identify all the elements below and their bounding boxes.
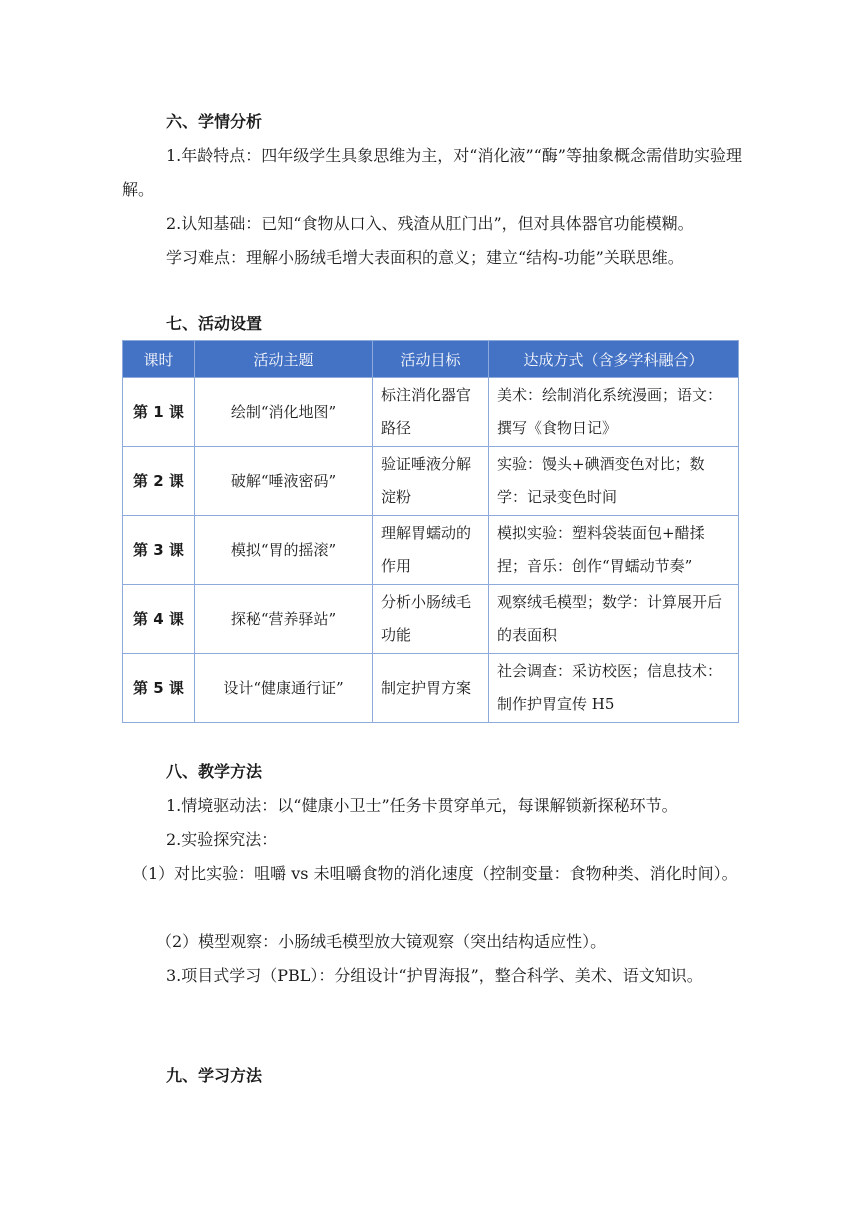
table-row (123, 516, 739, 585)
table-row (123, 447, 739, 516)
section-8-paragraph-1: 1.情境驱动法：以“健康小卫士”任务卡贯穿单元，每课解锁新探秘环节。 (166, 796, 678, 815)
header-method: 达成方式（含多学科融合） (489, 341, 739, 378)
section-8-paragraph-2: 2.实验探究法： (166, 830, 278, 849)
method-cell: 实验：馒头+碘酒变色对比；数学：记录变色时间 (489, 447, 739, 516)
method-cell: 社会调查：采访校医；信息技术：制作护胃宣传 H5 (489, 654, 739, 723)
theme-cell: 设计“健康通行证” (195, 654, 373, 723)
lesson-cell: 第 4 课 (123, 585, 195, 654)
lesson-cell: 第 1 课 (123, 378, 195, 447)
lesson-cell: 第 5 课 (123, 654, 195, 723)
section-6-heading: 六、学情分析 (166, 112, 263, 131)
lesson-cell: 第 3 课 (123, 516, 195, 585)
table-header-row (123, 341, 739, 378)
table-row (123, 585, 739, 654)
theme-cell: 模拟“胃的摇滚” (195, 516, 373, 585)
theme-cell: 绘制“消化地图” (195, 378, 373, 447)
method-cell: 美术：绘制消化系统漫画；语文：撰写《食物日记》 (489, 378, 739, 447)
table-row (123, 654, 739, 723)
theme-cell: 破解“唾液密码” (195, 447, 373, 516)
section-9-heading: 九、学习方法 (166, 1066, 263, 1085)
section-7-heading: 七、活动设置 (166, 314, 263, 333)
section-8-paragraph-4: （2）模型观察：小肠绒毛模型放大镜观察（突出结构适应性）。 (156, 932, 607, 951)
lesson-cell: 第 2 课 (123, 447, 195, 516)
goal-cell: 验证唾液分解淀粉 (373, 447, 489, 516)
goal-cell: 理解胃蠕动的作用 (373, 516, 489, 585)
goal-cell: 标注消化器官路径 (373, 378, 489, 447)
header-theme: 活动主题 (195, 341, 373, 378)
section-8-heading: 八、教学方法 (166, 762, 263, 781)
section-8-paragraph-5: 3.项目式学习（PBL）：分组设计“护胃海报”，整合科学、美术、语文知识。 (166, 966, 703, 985)
method-cell: 模拟实验：塑料袋装面包+醋揉捏；音乐：创作“胃蠕动节奏” (489, 516, 739, 585)
theme-cell: 探秘“营养驿站” (195, 585, 373, 654)
section-6-paragraph-3: 学习难点：理解小肠绒毛增大表面积的意义；建立“结构-功能”关联思维。 (166, 248, 684, 267)
section-8-paragraph-3: （1）对比实验：咀嚼 vs 未咀嚼食物的消化速度（控制变量：食物种类、消化时间）。 (132, 864, 738, 883)
section-6-paragraph-1: 1.年龄特点：四年级学生具象思维为主，对“消化液”“酶”等抽象概念需借助实验理解。 (122, 146, 742, 199)
header-lesson: 课时 (123, 341, 195, 378)
goal-cell: 制定护胃方案 (373, 654, 489, 723)
goal-cell: 分析小肠绒毛功能 (373, 585, 489, 654)
table-row (123, 378, 739, 447)
section-6-paragraph-2: 2.认知基础：已知“食物从口入、残渣从肛门出”，但对具体器官功能模糊。 (166, 214, 694, 233)
activity-table (122, 340, 739, 723)
header-goal: 活动目标 (373, 341, 489, 378)
method-cell: 观察绒毛模型；数学：计算展开后的表面积 (489, 585, 739, 654)
